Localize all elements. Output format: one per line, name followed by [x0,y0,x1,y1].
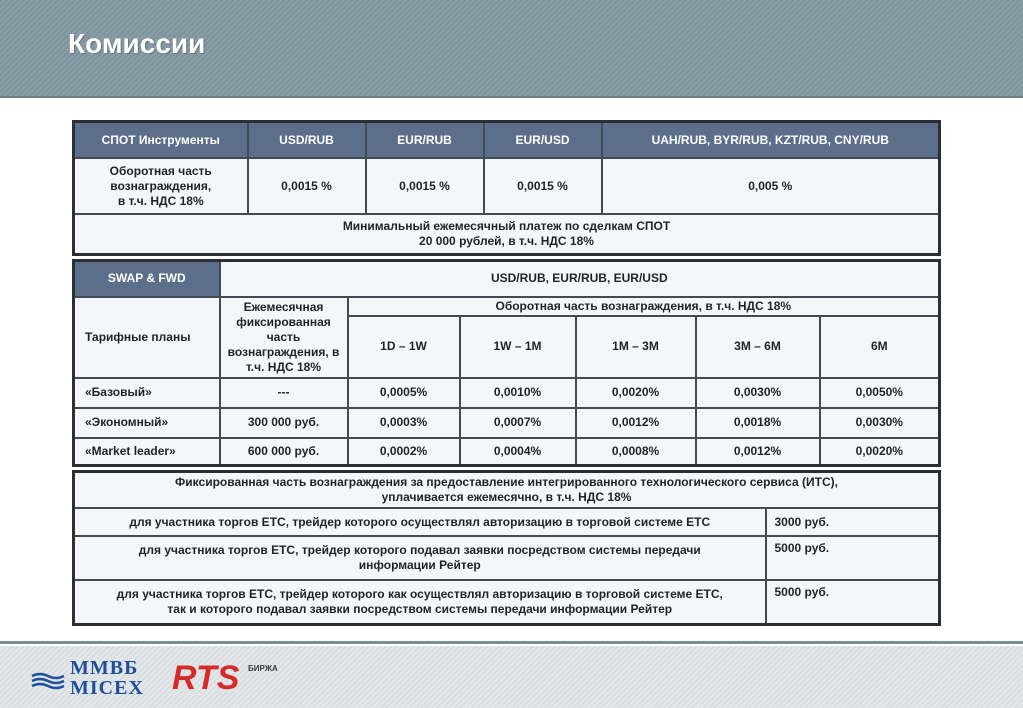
footer-divider [0,641,1023,644]
its-header-cell [74,472,940,509]
spot-row-label-line: вознаграждения, [110,178,212,193]
its-row-line: так и которого подавал заявки посредством системы передачи информации Рейтер [167,601,673,616]
its-row-line: информации Рейтер [358,558,481,572]
micex-logo-bottom: MICEX [70,677,144,699]
spot-min-payment-line: Минимальный ежемесячный платеж по сделкам СПОТ [342,218,671,233]
swap-plan-name: «Базовый» [74,378,220,408]
its-header-line: Фиксированная часть вознаграждения за предоставление интегрированного технологического сервиса (ИТС), [175,475,838,489]
rts-logo-subtitle: БИРЖА [248,664,278,673]
swap-turnover-label: Оборотная часть вознаграждения, в т.ч. НДС 18% [348,297,940,316]
swap-plan-fixed: 300 000 руб. [220,408,348,438]
swap-rate-cell: 0,0020% [576,378,696,408]
swap-rate-cell: 0,0007% [460,408,576,438]
swap-fixed-label [220,297,348,378]
footer [0,646,1023,708]
spot-min-payment-line: 20 000 рублей, в т.ч. НДС 18% [419,233,594,248]
swap-instruments-cell: USD/RUB, EUR/RUB, EUR/USD [220,260,940,297]
table-row [74,508,940,536]
swap-header-label: SWAP & FWD [74,260,220,297]
swap-period-cell: 1M – 3M [576,316,696,378]
swap-rate-cell: 0,0003% [348,408,460,438]
micex-logo [30,656,150,702]
swap-plan-name: «Market leader» [74,438,220,466]
its-row-line: для участника торгов ЕТС, трейдер которого подавал заявки посредством системы передачи [138,543,701,557]
swap-rate-cell: 0,0012% [696,438,820,466]
swap-rate-cell: 0,0030% [696,378,820,408]
swap-fixed-label-line: т.ч. НДС 18% [245,359,322,374]
header-banner [0,0,1023,98]
table-row [74,438,940,466]
swap-rate-cell: 0,0004% [460,438,576,466]
swap-plans-label: Тарифные планы [74,297,220,378]
micex-waves-icon [30,672,70,690]
spot-header-cell: СПОТ Инструменты [74,122,248,159]
spot-header-cell: EUR/USD [484,122,602,159]
swap-rate-cell: 0,0012% [576,408,696,438]
table-row [74,408,940,438]
rts-logo [172,658,302,702]
swap-fixed-label-line: вознаграждения, в [227,344,340,359]
swap-plan-fixed: 600 000 руб. [220,438,348,466]
swap-rate-cell: 0,0020% [820,438,940,466]
swap-fixed-label-line: Ежемесячная [243,299,324,314]
its-header-line: уплачивается ежемесячно, в т.ч. НДС 18% [381,490,632,504]
swap-subheader-row [74,297,940,316]
swap-period-cell: 1W – 1M [460,316,576,378]
swap-plan-name: «Экономный» [74,408,220,438]
swap-period-cell: 3M – 6M [696,316,820,378]
micex-logo-top: ММВБ [70,657,139,679]
spot-value-cell: 0,005 % [602,158,940,214]
spot-row-label-line: Оборотная часть [109,163,212,178]
its-row-description [74,508,766,536]
its-row-price: 5000 руб. [766,536,940,580]
spot-min-payment-row [74,214,940,254]
swap-rate-cell: 0,0050% [820,378,940,408]
spot-value-cell: 0,0015 % [484,158,602,214]
table-row [74,378,940,408]
swap-header-row [74,260,940,297]
swap-fixed-label-line: фиксированная [236,314,331,329]
spot-row-label-line: в т.ч. НДС 18% [117,193,204,208]
its-row-line: для участника торгов ЕТС, трейдер которого осуществлял авторизацию в торговой системе ЕТС [129,514,711,529]
its-table [72,470,941,626]
swap-rate-cell: 0,0030% [820,408,940,438]
swap-fixed-label-line: часть [266,329,301,344]
swap-period-cell: 1D – 1W [348,316,460,378]
swap-table [72,259,941,468]
swap-rate-cell: 0,0005% [348,378,460,408]
page-title: Комиссии [68,28,206,59]
its-row-description [74,580,766,624]
swap-rate-cell: 0,0002% [348,438,460,466]
table-row [74,536,940,580]
spot-header-row [74,122,940,159]
its-row-line: для участника торгов ЕТС, трейдер которого как осуществлял авторизацию в торговой системе ЕТС, [116,586,723,601]
spot-turnover-row [74,158,940,214]
spot-value-cell: 0,0015 % [248,158,366,214]
its-header-row [74,472,940,509]
its-row-price: 3000 руб. [766,508,940,536]
spot-value-cell: 0,0015 % [366,158,484,214]
commissions-content [72,120,938,626]
spot-header-cell: UAH/RUB, BYR/RUB, KZT/RUB, CNY/RUB [602,122,940,159]
spot-row-label [74,158,248,214]
swap-rate-cell: 0,0008% [576,438,696,466]
swap-plan-fixed: --- [220,378,348,408]
its-row-price: 5000 руб. [766,580,940,624]
its-row-description [74,536,766,580]
spot-header-cell: USD/RUB [248,122,366,159]
swap-rate-cell: 0,0010% [460,378,576,408]
spot-header-cell: EUR/RUB [366,122,484,159]
swap-rate-cell: 0,0018% [696,408,820,438]
swap-period-cell: 6M [820,316,940,378]
spot-min-payment-cell [74,214,940,254]
spot-table [72,120,941,256]
table-row [74,580,940,624]
rts-logo-text: RTS [172,659,240,697]
